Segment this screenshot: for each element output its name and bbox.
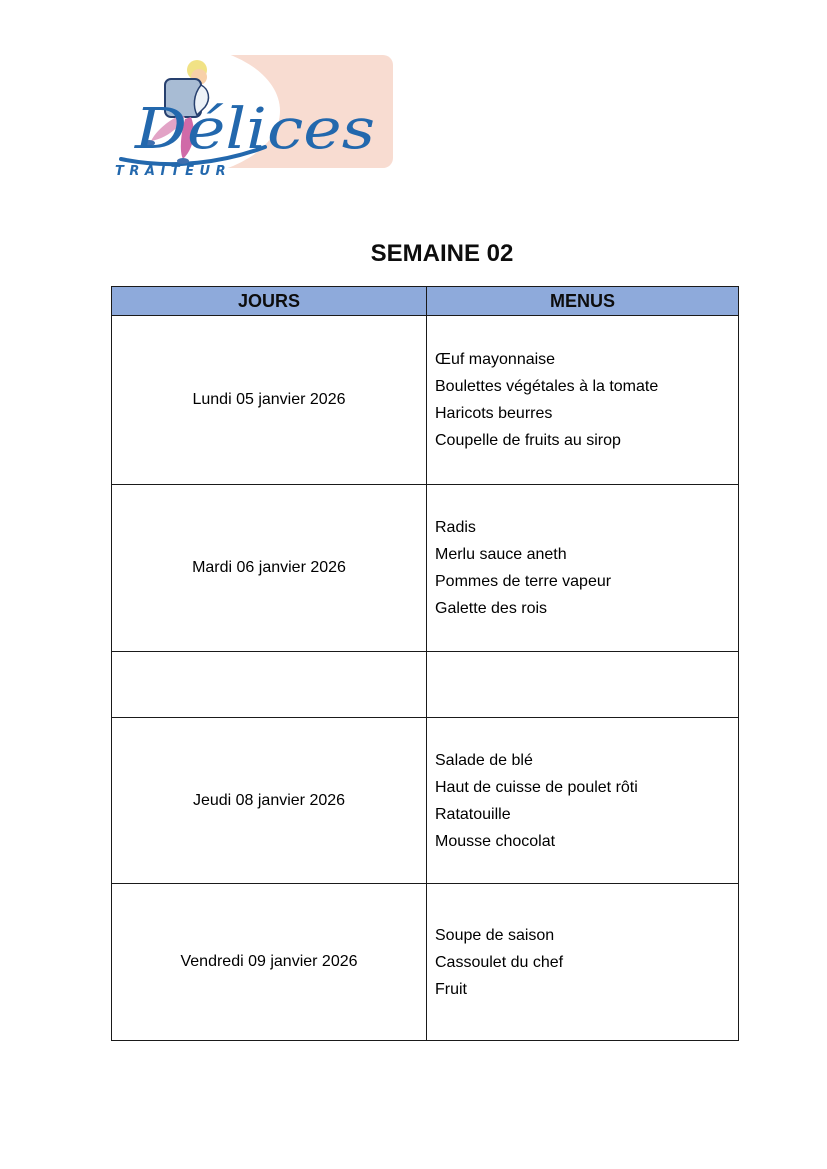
header-menus: MENUS — [427, 287, 739, 316]
table-row-empty — [112, 652, 739, 718]
menu-cell — [427, 884, 739, 1041]
table-row — [112, 884, 739, 1041]
menu-item: Pommes de terre vapeur — [435, 573, 612, 590]
menu-item: Œuf mayonnaise — [435, 351, 556, 368]
menu-item: Salade de blé — [435, 751, 533, 769]
menu-item: Ratatouille — [435, 805, 511, 823]
menu-cell — [427, 652, 739, 718]
menu-item: Boulettes végétales à la tomate — [435, 378, 659, 395]
weekly-menu-table — [111, 286, 739, 1041]
menu-item: Fruit — [435, 980, 467, 998]
menu-cell — [427, 485, 739, 652]
brand-script-text: Délices — [133, 97, 375, 162]
day-cell: Lundi 05 janvier 2026 — [112, 316, 427, 485]
menu-item: Soupe de saison — [435, 926, 555, 944]
menu-cell — [427, 718, 739, 884]
menu-item: Merlu sauce aneth — [435, 546, 567, 563]
day-cell: Jeudi 08 janvier 2026 — [112, 718, 427, 884]
day-cell: Vendredi 09 janvier 2026 — [112, 884, 427, 1041]
day-cell: Mardi 06 janvier 2026 — [112, 485, 427, 652]
day-cell — [112, 652, 427, 718]
table-row — [112, 485, 739, 652]
menu-item: Mousse chocolat — [435, 832, 556, 850]
menu-cell — [427, 316, 739, 485]
tagline-text: TRAITEUR — [115, 164, 232, 179]
menu-item: Radis — [435, 519, 476, 536]
menu-item: Haricots beurres — [435, 405, 553, 422]
menu-item: Galette des rois — [435, 600, 548, 617]
header-jours: JOURS — [112, 287, 427, 316]
menu-item: Cassoulet du chef — [435, 953, 564, 971]
menu-item: Coupelle de fruits au sirop — [435, 432, 621, 449]
week-title: SEMAINE 02 — [370, 240, 514, 267]
table-row — [112, 316, 739, 485]
delices-traiteur-logo — [113, 55, 393, 180]
logo-graphic — [113, 55, 393, 180]
table-row — [112, 718, 739, 884]
menu-item: Haut de cuisse de poulet rôti — [435, 778, 638, 796]
table-header-row — [112, 287, 739, 316]
